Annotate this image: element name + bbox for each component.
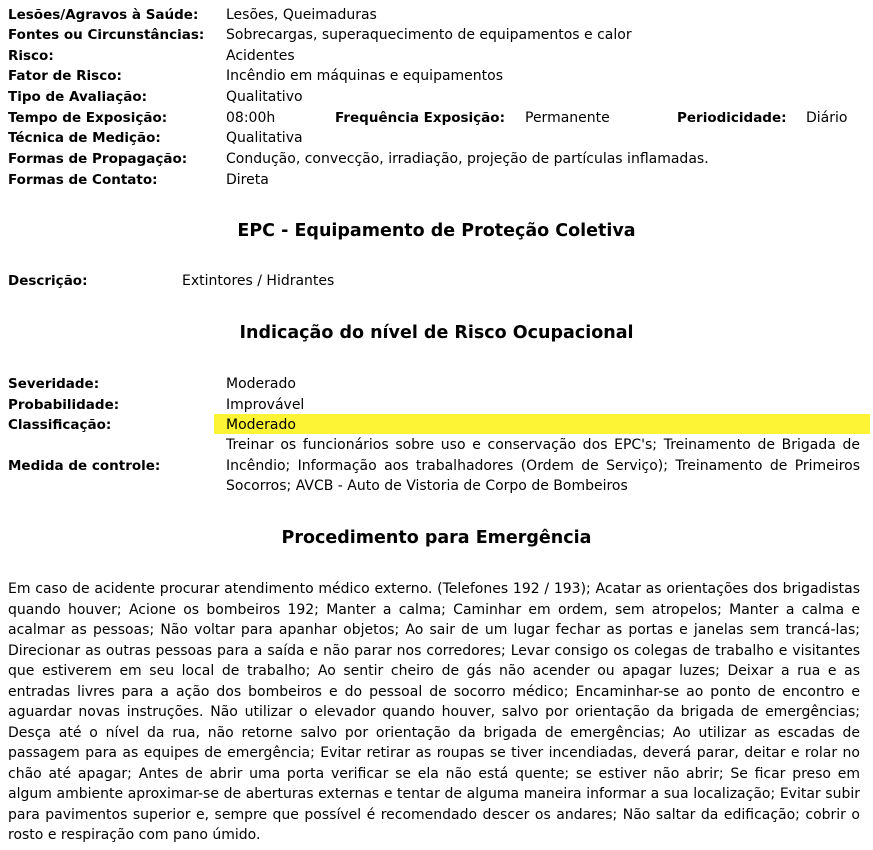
- periodicity-value: Diário: [806, 110, 848, 126]
- field-label: Lesões/Agravos à Saúde:: [8, 7, 199, 23]
- field-value: Lesões, Queimaduras: [226, 7, 377, 23]
- probability-label: Probabilidade:: [8, 397, 120, 413]
- field-value: Condução, convecção, irradiação, projeção de partículas inflamadas.: [226, 151, 709, 167]
- classification-value: Moderado: [226, 417, 296, 433]
- field-value: Qualitativa: [226, 130, 303, 146]
- emergency-text: Em caso de acidente procurar atendimento médico externo. (Telefones 192 / 193); Acatar as orientações dos brigadistas quando houver; Acione os bombeiros 192; Manter a calma; Caminhar em ordem, sem atropelos; Manter a calma e acalmar as pessoas; Não voltar para apanhar objetos; Ao sair de um lugar fechar as portas e janelas sem trancá-las; Direcionar as outras pessoas para a saída e não parar nos corredores; Levar consigo os colegas de trabalho e visitantes que estiverem em seu local de trabalho; Ao sentir cheiro de gás não acender ou apagar luzes; Deixar a rua e as entradas livres para a ação dos bombeiros e do pessoal de socorro médico; Encaminhar-se ao ponto de encontro e aguardar novas instruções. Não utilizar o elevador quando houver, salvo por orientação da brigada de emergências; Desça até o nível da rua, não retorne salvo por orientação da brigada de emergências; Ao utilizar as escadas de passagem para as equipes de emergência; Evitar retirar as roupas se tiver incendiadas, deverá parar, deitar e rolar no chão até apagar; Antes de abrir uma porta verificar se ela não está quente; se estiver não abrir; Se ficar preso em algum ambiente aproximar-se de aberturas externas e tentar de alguma maneira informar a sua localização; Evitar subir para pavimentos superior e, sempre que possível é recomendado descer os andares; Não saltar da edificação; cobrir o rosto e respiração com pano úmido.: [8, 581, 860, 843]
- frequency-value: Permanente: [525, 110, 610, 126]
- field-label: Tempo de Exposição:: [8, 110, 168, 126]
- classification-highlight: [214, 414, 870, 434]
- periodicity-label: Periodicidade:: [677, 110, 787, 126]
- epc-description-value: Extintores / Hidrantes: [182, 273, 335, 289]
- classification-label: Classificação:: [8, 417, 112, 433]
- emergency-title: Procedimento para Emergência: [281, 528, 592, 548]
- control-measure-label: Medida de controle:: [8, 458, 161, 474]
- field-label: Fator de Risco:: [8, 68, 122, 84]
- field-value: Incêndio em máquinas e equipamentos: [226, 68, 504, 84]
- field-label: Formas de Propagação:: [8, 151, 188, 167]
- probability-value: Improvável: [226, 397, 305, 413]
- field-label: Formas de Contato:: [8, 172, 158, 188]
- epc-title: EPC - Equipamento de Proteção Coletiva: [237, 221, 636, 241]
- field-label: Técnica de Medição:: [8, 130, 161, 146]
- severity-value: Moderado: [226, 376, 296, 392]
- field-value: Sobrecargas, superaquecimento de equipamentos e calor: [226, 27, 632, 43]
- field-value: Qualitativo: [226, 89, 303, 105]
- field-row-tempo-exposicao: [8, 108, 868, 128]
- field-label: Tipo de Avaliação:: [8, 89, 148, 105]
- risk-level-title: Indicação do nível de Risco Ocupacional: [239, 323, 634, 343]
- epc-description-label: Descrição:: [8, 273, 88, 289]
- field-value: Direta: [226, 172, 269, 188]
- field-value: Acidentes: [226, 48, 295, 64]
- field-label: Risco:: [8, 48, 54, 64]
- control-measure-value: Treinar os funcionários sobre uso e conservação dos EPC's; Treinamento de Brigada de Incêndio; Informação aos trabalhadores (Ordem de Serviço); Treinamento de Primeiros Socorros; AVCB - Auto de Vistoria de Corpo de Bombeiros: [226, 437, 860, 494]
- field-value: 08:00h: [226, 110, 276, 126]
- frequency-label: Frequência Exposição:: [335, 110, 505, 126]
- field-label: Fontes ou Circunstâncias:: [8, 27, 205, 43]
- severity-label: Severidade:: [8, 376, 100, 392]
